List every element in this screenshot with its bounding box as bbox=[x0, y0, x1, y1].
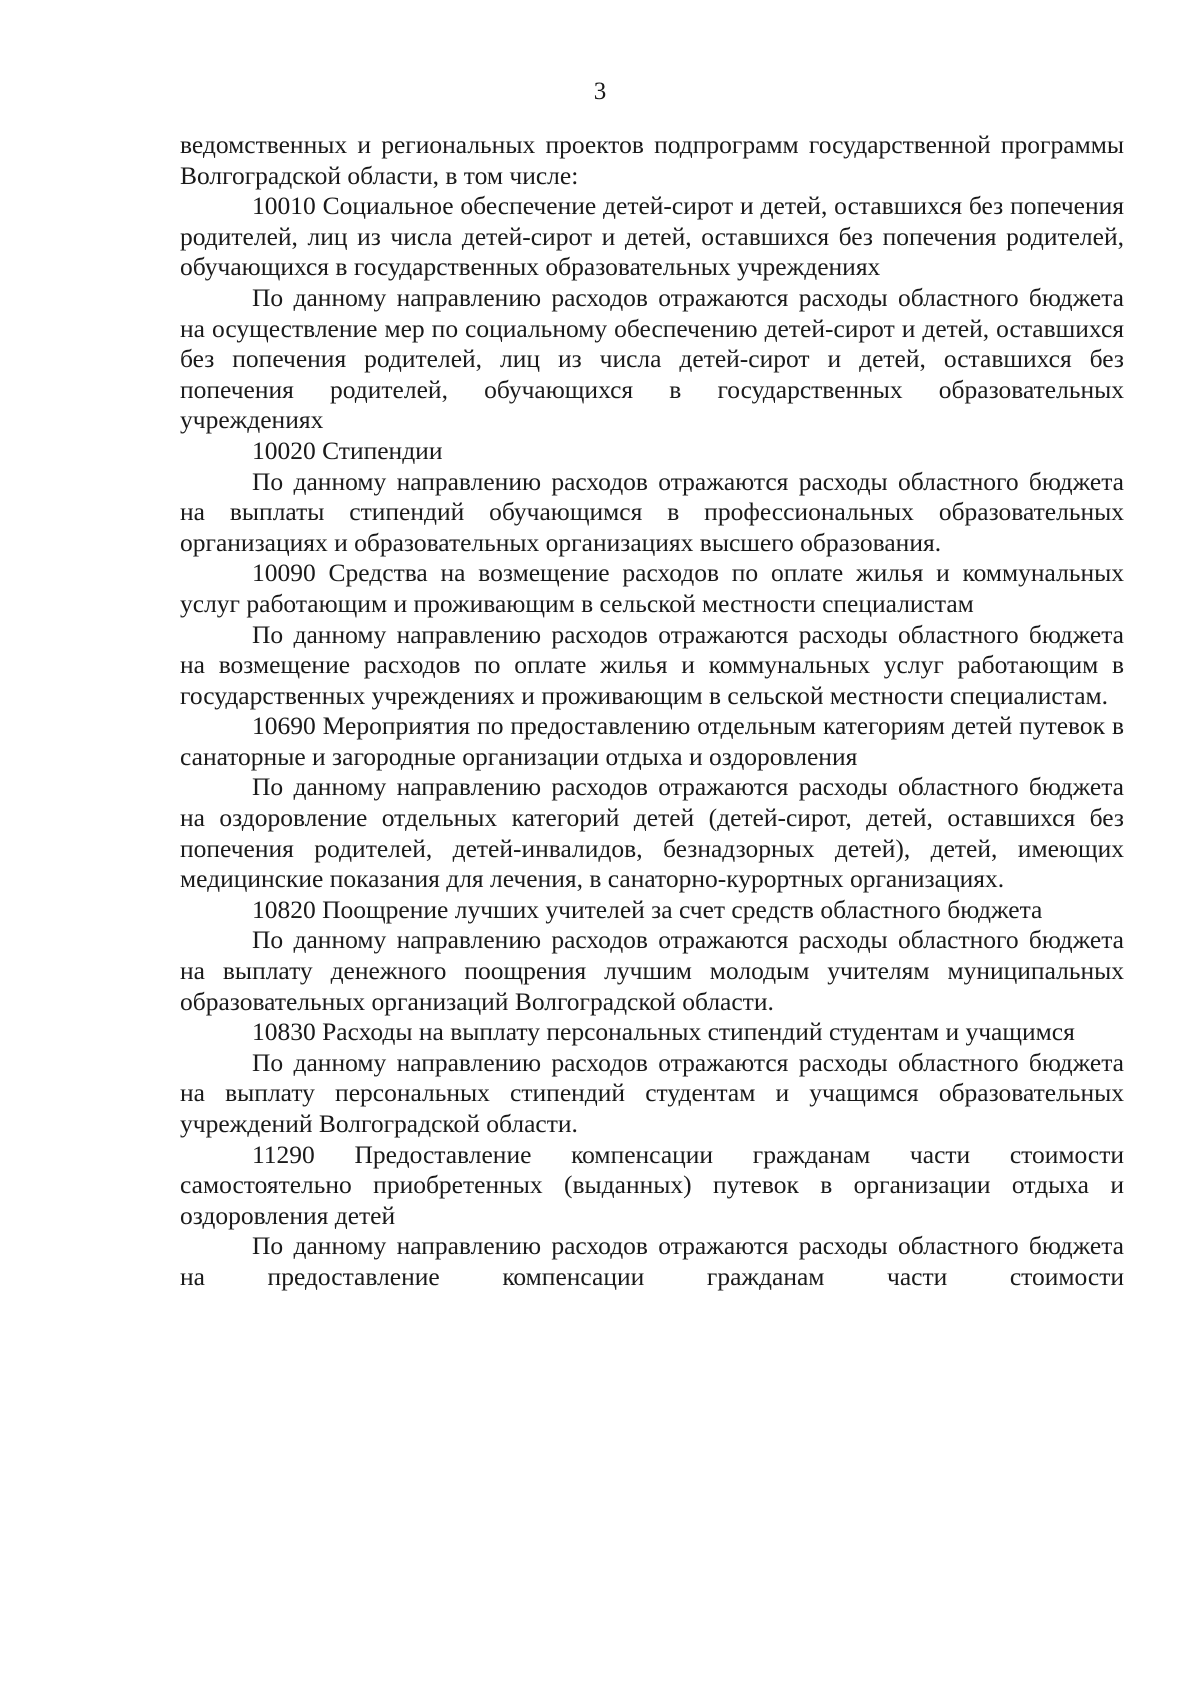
paragraph: 10090 Средства на возмещение расходов по оплате жилья и коммунальных услуг работающим и проживающим в сельской местности специалистам bbox=[180, 558, 1124, 618]
paragraph: По данному направлению расходов отражаются расходы областного бюджета на возмещение расходов по оплате жилья и коммунальных услуг работающим в государственных учреждениях и проживающим в сельской местности специалистам. bbox=[180, 619, 1124, 710]
paragraph: 10690 Мероприятия по предоставлению отдельным категориям детей путевок в санаторные и загородные организации отдыха и оздоровления bbox=[180, 711, 1124, 771]
paragraph: По данному направлению расходов отражаются расходы областного бюджета на выплату денежного поощрения лучшим молодым учителям муниципальных образовательных организаций Волгоградской области. bbox=[180, 925, 1124, 1016]
paragraph: По данному направлению расходов отражаются расходы областного бюджета на выплаты стипендий обучающимся в профессиональных образовательных организациях и образовательных организациях высшего образования. bbox=[180, 466, 1124, 557]
paragraph: По данному направлению расходов отражаются расходы областного бюджета на осуществление мер по социальному обеспечению детей-сирот и детей, оставшихся без попечения родителей, лиц из числа детей-сирот и детей, оставшихся без попечения родителей, обучающихся в государственных образовательных учреждениях bbox=[180, 282, 1124, 435]
paragraph: 10830 Расходы на выплату персональных стипендий студентам и учащимся bbox=[252, 1017, 1075, 1047]
paragraph: По данному направлению расходов отражаются расходы областного бюджета на предоставление компенсации гражданам части стоимости bbox=[180, 1231, 1124, 1291]
paragraph: По данному направлению расходов отражаются расходы областного бюджета на оздоровление отдельных категорий детей (детей-сирот, детей, оставшихся без попечения родителей, детей-инвалидов, безнадзорных детей), детей, имеющих медицинские показания для лечения, в санаторно-курортных организациях. bbox=[180, 772, 1124, 894]
paragraph: 10820 Поощрение лучших учителей за счет средств областного бюджета bbox=[252, 894, 1043, 924]
paragraph: По данному направлению расходов отражаются расходы областного бюджета на выплату персональных стипендий студентам и учащимся образовательных учреждений Волгоградской области. bbox=[180, 1047, 1124, 1138]
paragraph: 10010 Социальное обеспечение детей-сирот и детей, оставшихся без попечения родителей, лиц из числа детей-сирот и детей, оставшихся без попечения родителей, обучающихся в государственных образовательных учреждениях bbox=[180, 191, 1124, 282]
document-body bbox=[180, 130, 1124, 1293]
page-number: 3 bbox=[593, 78, 607, 105]
paragraph: 11290 Предоставление компенсации гражданам части стоимости самостоятельно приобретенных (выданных) путевок в организации отдыха и оздоровления детей bbox=[180, 1139, 1124, 1230]
paragraph: 10020 Стипендии bbox=[252, 435, 443, 465]
paragraph: ведомственных и региональных проектов подпрограмм государственной программы Волгоградской области, в том числе: bbox=[180, 130, 1124, 190]
